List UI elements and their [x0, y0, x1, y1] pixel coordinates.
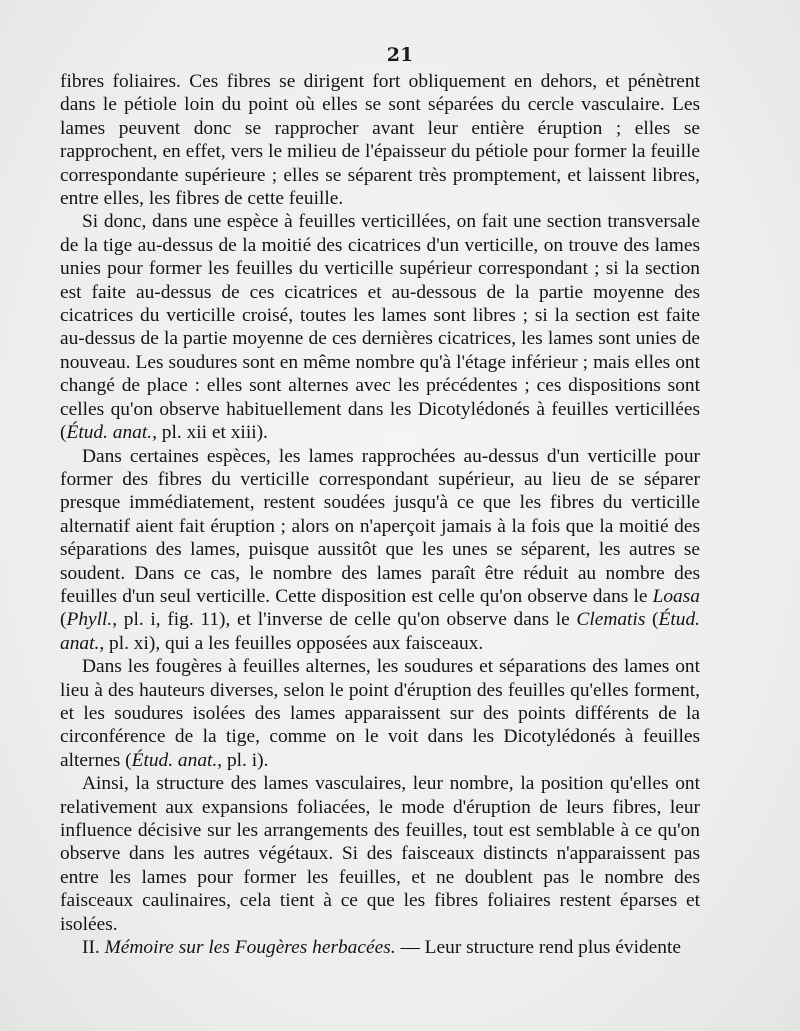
reference-tail: , pl. xii et xiii). [152, 422, 268, 444]
paragraph-5-text: Ainsi, la structure des lames vasculaires, leur nombre, la position qu'elles ont relativement aux expansions foliacées, le mode d'éruption de leurs fibres, leur influence décisive sur les arrangements des feuilles, tout est semblable à ce qu'on observe dans les autres végétaux. Si des faisceaux distincts n'apparaissent pas entre les lames pour former les feuilles, et ne doublent pas le nombre des faisceaux caulinaires, cela tient à ce que les fibres foliaires restent éparses et isolées. [60, 773, 700, 935]
paragraph-2 [60, 210, 700, 444]
reference-italic: Étud. anat. [66, 422, 153, 444]
reference-open: ( [645, 609, 659, 631]
reference-tail: , pl. xi), qui a les feuilles opposées aux faisceaux. [99, 632, 484, 654]
paragraph-1-text: fibres foliaires. Ces fibres se dirigent fort obliquement en dehors, et pénètrent dans le pétiole loin du point où elles se sont séparées du cercle vasculaire. Les lames peuvent donc se rapprocher avant leur entière éruption ; elles se rapprochent, en effet, vers le milieu de l'épaisseur du pétiole pour former la feuille correspondante supérieure ; elles se séparent très promptement, et laissent libres, entre elles, les fibres de cette feuille. [60, 71, 700, 210]
reference-italic: Phyll. [66, 609, 113, 631]
reference-italic: Étud. anat. [60, 609, 701, 654]
section-title: Mémoire sur les Fougères herbacées. [104, 937, 396, 959]
genus-name: Loasa [652, 585, 700, 607]
paragraph-1 [60, 70, 700, 210]
paragraph-2-text: Si donc, dans une espèce à feuilles verticillées, on fait une section transversale de la tige au-dessus de la moitié des cicatrices d'un verticille, on trouve des lames unies pour former les feuilles du verticille supérieur correspondant ; si la section est faite au-dessus de ces cicatrices et au-dessous de la partie moyenne des cicatrices du verticille croisé, toutes les lames sont libres ; si la section est faite au-dessus de la partie moyenne de ces dernières cicatrices, les lames sont unies de nouveau. Les soudures sont en même nombre qu'à l'étage inférieur ; mais elles ont changé de place : elles sont alternes avec les précédentes ; ces dispositions sont celles qu'on observe habituellement dans les Dicotylédonés à feuilles verticillées ( [60, 211, 700, 444]
paragraph-5 [60, 772, 700, 936]
paragraph-6-text: — Leur structure rend plus évidente [395, 937, 681, 959]
reference-open: ( [60, 609, 67, 631]
reference-italic: Étud. anat. [131, 749, 218, 771]
paragraph-4 [60, 655, 700, 772]
reference-tail: , pl. i). [217, 749, 269, 771]
page-number: 21 [386, 44, 414, 66]
body-text [60, 70, 700, 959]
paragraph-4-text: Dans les fougères à feuilles alternes, les soudures et séparations des lames ont lieu à des hauteurs diverses, selon le point d'éruption des feuilles qu'elles forment, et les soudures isolées des lames apparaissent sur des points différents de la circonférence de la tige, comme on le voit dans les Dicotylédonés à feuilles alternes ( [60, 656, 700, 771]
reference-tail: , pl. i, fig. 11), et l'inverse de celle qu'on observe dans le [112, 609, 577, 631]
paragraph-6 [60, 936, 700, 959]
paragraph-3 [60, 445, 700, 656]
genus-name: Clematis [576, 609, 646, 631]
paragraph-3-text: Dans certaines espèces, les lames rapprochées au-dessus d'un verticille pour former des fibres du verticille correspondant supérieur, au lieu de se séparer presque immédiatement, restent soudées jusqu'à ce que les fibres du verticille alternatif aient fait éruption ; alors on n'aperçoit jamais à la fois que la moitié des séparations des lames, puisque aussitôt que les unes se séparent, les autres se soudent. Dans ce cas, le nombre des lames paraît être réduit au nombre des feuilles d'un seul verticille. Cette disposition est celle qu'on observe dans le [60, 445, 700, 607]
section-numeral: II. [82, 937, 105, 959]
